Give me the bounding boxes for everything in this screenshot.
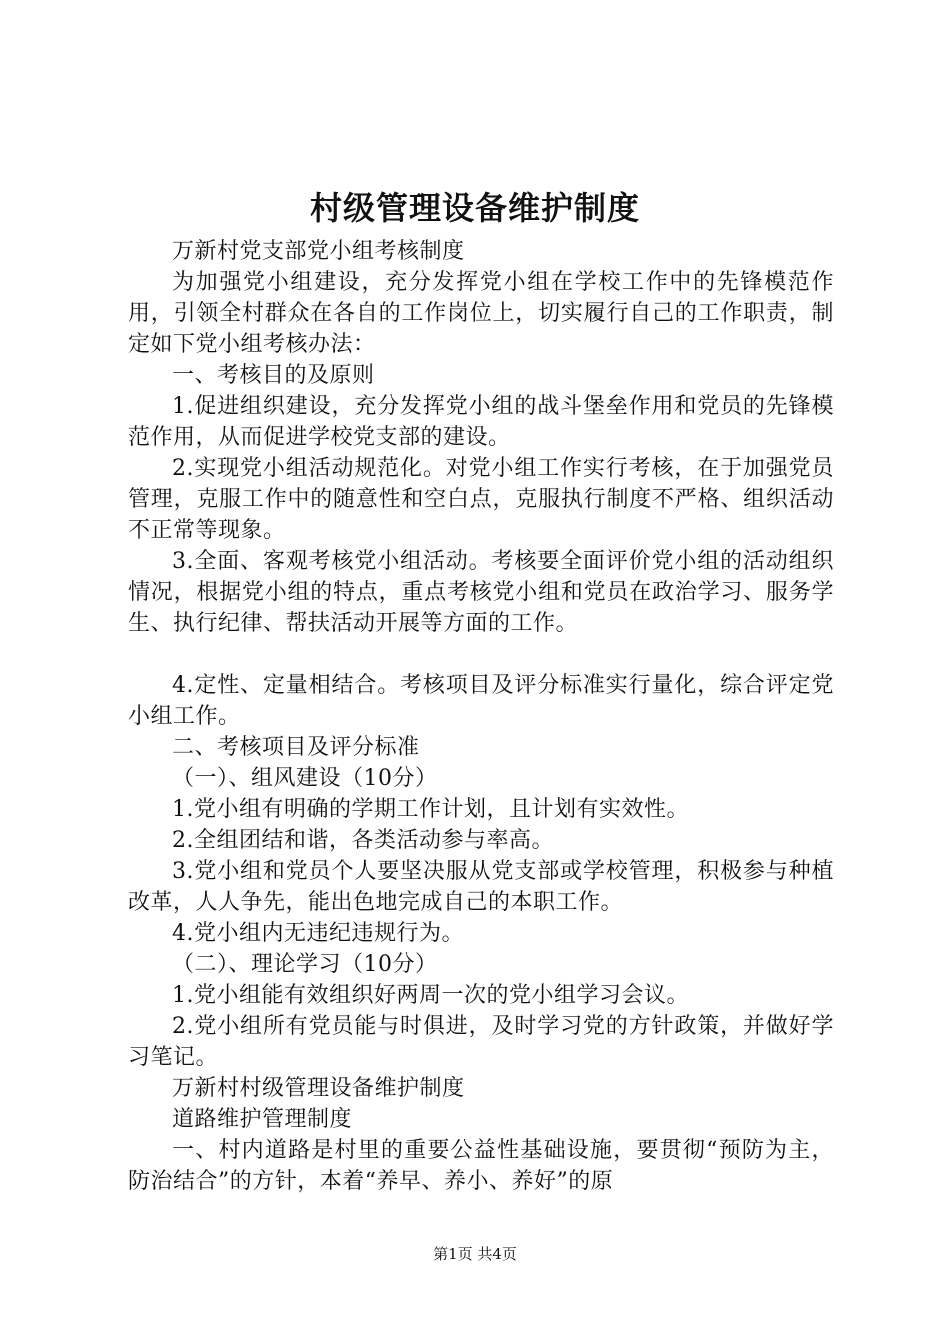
paragraph: 4.定性、定量相结合。考核项目及评分标准实行量化，综合评定党小组工作。 [128,673,834,729]
paragraph: 1.党小组有明确的学期工作计划，且计划有实效性。 [172,797,689,822]
paragraph: 4.党小组内无违纪违规行为。 [172,921,464,946]
section-heading: 道路维护管理制度 [172,1107,353,1132]
document-title: 村级管理设备维护制度 [309,189,640,227]
paragraph: 一、村内道路是村里的重要公益性基础设施，要贯彻“预防为主，防治结合”的方针，本着“养早、养小、养好”的原 [128,1138,834,1194]
paragraph: 2.实现党小组活动规范化。对党小组工作实行考核，在于加强党员管理，克服工作中的随意性和空白点，克服执行制度不严格、组织活动不正常等现象。 [128,456,834,543]
page-footer: 第1页 共4页 [433,1245,517,1263]
paragraph: 1.促进组织建设，充分发挥党小组的战斗堡垒作用和党员的先锋模范作用，从而促进学校党支部的建设。 [128,394,834,450]
subsection-heading: （一）、组风建设（10分） [172,766,438,791]
paragraph: 3.党小组和党员个人要坚决服从党支部或学校管理，积极参与种植改革，人人争先，能出色地完成自己的本职工作。 [128,859,834,915]
section-heading: 一、考核目的及原则 [172,363,375,388]
blank-line [128,639,834,670]
paragraph: 2.党小组所有党员能与时俱进，及时学习党的方针政策，并做好学习笔记。 [128,1014,834,1070]
paragraph: 为加强党小组建设，充分发挥党小组在学校工作中的先锋模范作用，引领全村群众在各自的工作岗位上，切实履行自己的工作职责，制定如下党小组考核办法： [128,270,834,357]
paragraph: 万新村党支部党小组考核制度 [172,239,465,264]
paragraph: 3.全面、客观考核党小组活动。考核要全面评价党小组的活动组织情况，根据党小组的特点，重点考核党小组和党员在政治学习、服务学生、执行纪律、帮扶活动开展等方面的工作。 [128,549,834,636]
paragraph: 2.全组团结和谐，各类活动参与率高。 [172,828,554,853]
subsection-heading: （二）、理论学习（10分） [172,952,438,977]
section-heading: 二、考核项目及评分标准 [172,735,420,760]
document-body [128,236,834,1197]
section-heading: 万新村村级管理设备维护制度 [172,1076,465,1101]
paragraph: 1.党小组能有效组织好两周一次的党小组学习会议。 [172,983,689,1008]
